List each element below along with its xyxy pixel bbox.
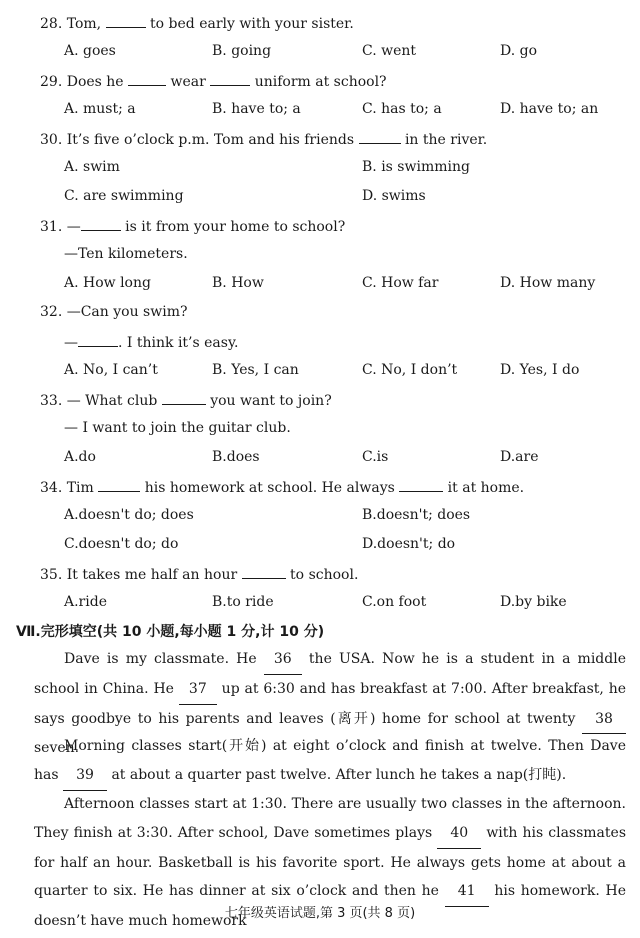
answer-line: — . I think it’s easy. [64, 332, 238, 352]
option-d: D. go [500, 43, 538, 59]
cloze-blank: 36 [264, 645, 302, 675]
option-a: A.ride [64, 594, 107, 610]
option-b: B.to ride [212, 594, 274, 610]
section-title: Ⅶ.完形填空(共 10 小题,每小题 1 分,计 10 分) [16, 624, 325, 640]
option-b: B. Yes, I can [212, 362, 299, 378]
answer-blank [78, 332, 118, 347]
page-footer: 七年级英语试题,第 3 页(共 8 页) [224, 906, 416, 921]
option-c: C. has to; a [362, 101, 442, 117]
cloze-blank: 40 [437, 819, 481, 849]
cloze-blank: 37 [179, 675, 217, 705]
option-a: A. swim [64, 159, 120, 175]
option-b: B. How [212, 275, 264, 291]
answer-line: — I want to join the guitar club. [64, 420, 291, 436]
cloze-blank: 38 [582, 705, 626, 735]
option-d: D.are [500, 449, 539, 465]
answer-line: —Ten kilometers. [64, 246, 188, 262]
option-a: A. goes [64, 43, 116, 59]
answer-blank [98, 477, 140, 492]
option-c: C. went [362, 43, 417, 59]
option-c: C. No, I don’t [362, 362, 458, 378]
option-b: B.doesn't; does [362, 507, 471, 523]
option-b: B. is swimming [362, 159, 470, 175]
question-29: 29. Does he wear uniform at school? [40, 71, 387, 91]
option-d: D. have to; an [500, 101, 599, 117]
question-30: 30. It’s five o’clock p.m. Tom and his friends in the river. [40, 129, 487, 149]
option-d: D. How many [500, 275, 596, 291]
answer-blank [106, 13, 146, 28]
option-b: B.does [212, 449, 260, 465]
question-31: 31. — is it from your home to school? [40, 216, 345, 236]
question-32: 32. —Can you swim? [40, 304, 188, 320]
option-b: B. have to; a [212, 101, 301, 117]
answer-blank [399, 477, 443, 492]
question-28: 28. Tom, to bed early with your sister. [40, 13, 354, 33]
cloze-blank: 39 [63, 761, 107, 791]
question-34: 34. Tim his homework at school. He always it at home. [40, 477, 524, 497]
option-c: C.on foot [362, 594, 427, 610]
passage-paragraph: Dave is my classmate. He 36 the USA. Now he is a student in a middle school in China. He 37 up at 6:30 and has breakfast at 7:00. After breakfast, he says goodbye to his parents and leaves (离开) home for school at twenty 38 seven. [34, 645, 626, 763]
answer-blank [242, 564, 286, 579]
answer-blank [359, 129, 401, 144]
answer-blank [128, 71, 166, 86]
option-a: A.doesn't do; does [64, 507, 194, 523]
option-d: D. swims [362, 188, 426, 204]
question-33: 33. — What club you want to join? [40, 390, 332, 410]
answer-blank [81, 216, 121, 231]
option-c: C.doesn't do; do [64, 536, 179, 552]
passage-paragraph: Afternoon classes start at 1:30. There are usually two classes in the afternoon. They finish at 3:30. After school, Dave sometimes plays 40 with his classmates for half an hour. Basketball is his favorite sport. He always gets home at about a quarter to six. He has dinner at six o’clock and then he 41 his homework. He doesn’t have much homework [34, 796, 627, 930]
question-35: 35. It takes me half an hour to school. [40, 564, 358, 584]
option-c: C.is [362, 449, 389, 465]
option-a: A. must; a [64, 101, 136, 117]
option-c: C. How far [362, 275, 439, 291]
answer-blank [162, 390, 206, 405]
option-a: A.do [64, 449, 96, 465]
option-a: A. No, I can’t [64, 362, 158, 378]
answer-blank [210, 71, 250, 86]
cloze-blank: 41 [445, 877, 489, 907]
option-d: D.by bike [500, 594, 567, 610]
option-d: D.doesn't; do [362, 536, 456, 552]
option-a: A. How long [64, 275, 151, 291]
option-c: C. are swimming [64, 188, 184, 204]
option-d: D. Yes, I do [500, 362, 580, 378]
option-b: B. going [212, 43, 272, 59]
passage-paragraph: Morning classes start(开始) at eight o’clock and finish at twelve. Then Dave has 39 at about a quarter past twelve. After lunch he takes a nap(打盹). [34, 732, 626, 791]
